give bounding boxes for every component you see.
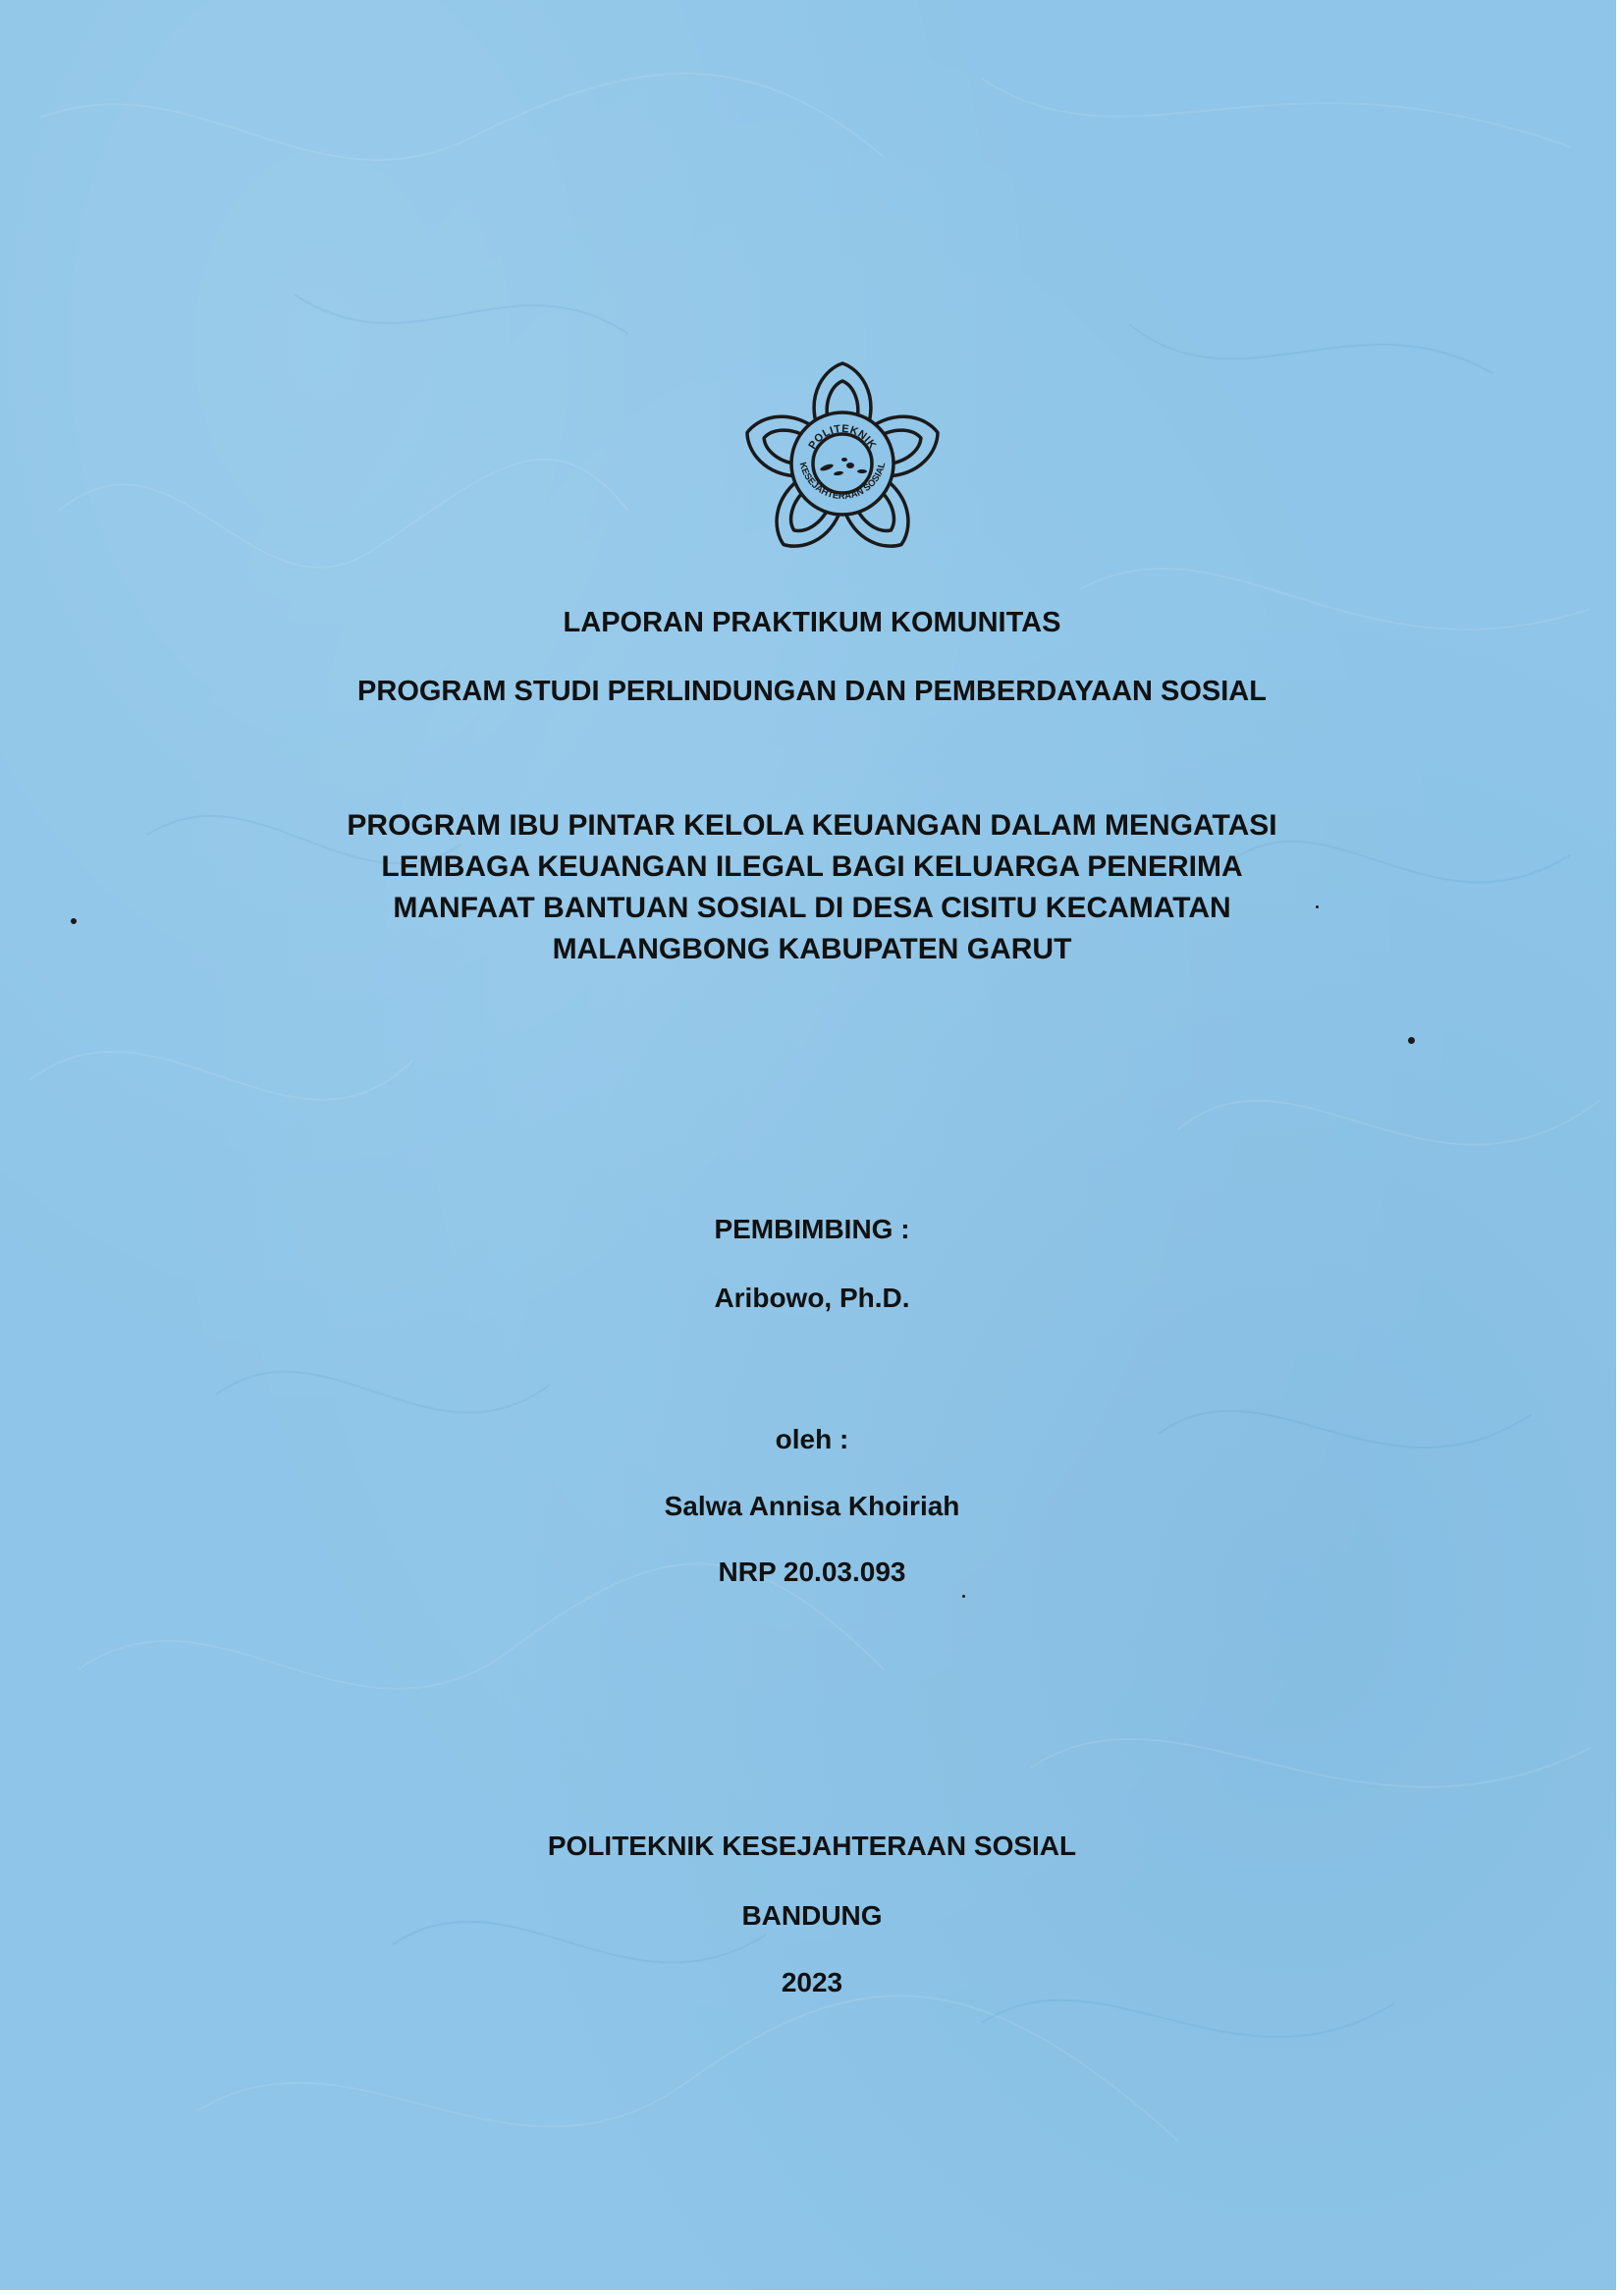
supervisor-label: PEMBIMBING : [714, 1214, 910, 1244]
report-year: 2023 [781, 1967, 843, 1997]
report-title-line: MANFAAT BANTUAN SOSIAL DI DESA CISITU KECAMATAN [393, 892, 1231, 924]
seal-ring-text-top: POLITEKNIK [806, 422, 879, 452]
supervisor-name: Aribowo, Ph.D. [714, 1283, 910, 1313]
author-nrp: NRP 20.03.093 [718, 1557, 906, 1587]
report-title-line: MALANGBONG KABUPATEN GARUT [552, 933, 1072, 965]
author-name: Salwa Annisa Khoiriah [664, 1491, 960, 1521]
institution-city: BANDUNG [741, 1900, 883, 1931]
scan-speck [1316, 905, 1319, 908]
author-label: oleh : [775, 1424, 849, 1454]
politeknik-kesejahteraan-sosial-seal-icon [725, 342, 960, 577]
scan-speck [962, 1595, 965, 1598]
report-title-line: PROGRAM IBU PINTAR KELOLA KEUANGAN DALAM MENGATASI [347, 809, 1277, 842]
seal-ring-text-bottom: KESEJAHTERAAN SOSIAL [796, 461, 889, 503]
report-title [0, 805, 1624, 970]
scan-speck [71, 918, 77, 924]
report-title-line: LEMBAGA KEUANGAN ILEGAL BAGI KELUARGA PENERIMA [381, 850, 1243, 883]
institution-name: POLITEKNIK KESEJAHTERAAN SOSIAL [547, 1831, 1077, 1861]
report-type-heading: LAPORAN PRAKTIKUM KOMUNITAS [563, 607, 1061, 638]
study-program-heading: PROGRAM STUDI PERLINDUNGAN DAN PEMBERDAYAAN SOSIAL [357, 676, 1267, 707]
scan-speck [1408, 1037, 1415, 1044]
